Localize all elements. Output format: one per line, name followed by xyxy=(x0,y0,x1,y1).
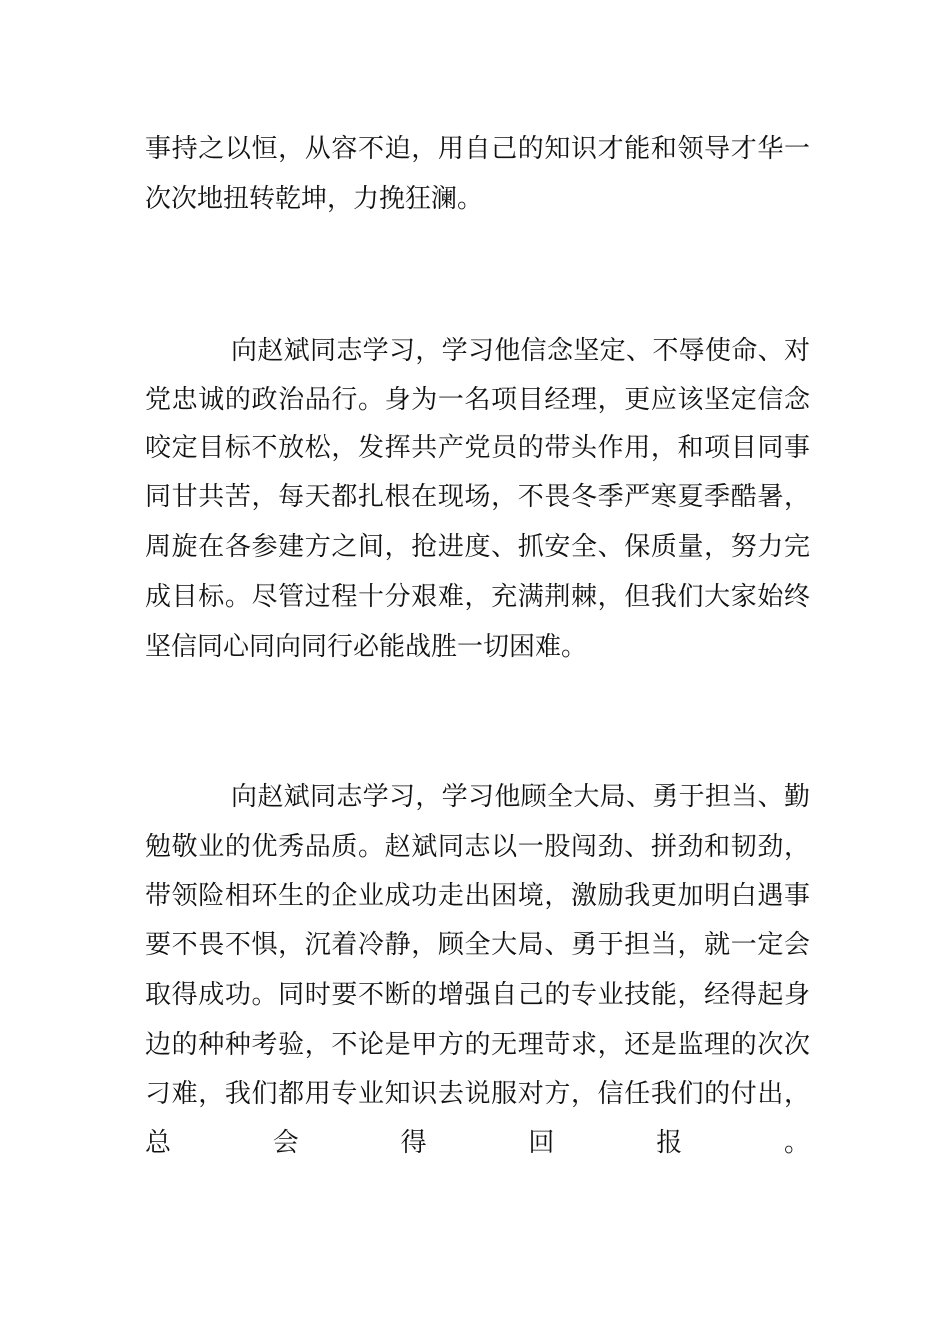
paragraph-line: 刁难，我们都用专业知识去说服对方，信任我们的付出， xyxy=(145,1079,810,1109)
paragraph-line: 向赵斌同志学习，学习他信念坚定、不辱使命、对 xyxy=(231,336,810,366)
paragraph-line: 总会得回报。 xyxy=(145,1128,810,1158)
paragraph-line: 要不畏不惧，沉着冷静，顾全大局、勇于担当，就一定会 xyxy=(145,930,810,960)
paragraph-line: 次次地扭转乾坤，力挽狂澜。 xyxy=(145,184,484,214)
paragraph-line: 事持之以恒，从容不迫，用自己的知识才能和领导才华一 xyxy=(145,134,810,164)
paragraph-line: 坚信同心同向同行必能战胜一切困难。 xyxy=(145,632,588,662)
paragraph-line: 取得成功。同时要不断的增强自己的专业技能，经得起身 xyxy=(145,980,810,1010)
paragraph-line: 周旋在各参建方之间，抢进度、抓安全、保质量，努力完 xyxy=(145,532,810,562)
paragraph-line: 边的种种考验，不论是甲方的无理苛求，还是监理的次次 xyxy=(145,1030,810,1060)
paragraph-line: 带领险相环生的企业成功走出困境，激励我更加明白遇事 xyxy=(145,881,810,911)
paragraph-line: 同甘共苦，每天都扎根在现场，不畏冬季严寒夏季酷暑， xyxy=(145,482,810,512)
paragraph-line: 咬定目标不放松，发挥共产党员的带头作用，和项目同事 xyxy=(145,433,810,463)
paragraph-line: 勉敬业的优秀品质。赵斌同志以一股闯劲、拼劲和韧劲， xyxy=(145,832,810,862)
paragraph-line: 党忠诚的政治品行。身为一名项目经理，更应该坚定信念 xyxy=(145,385,810,415)
paragraph-line: 成目标。尽管过程十分艰难，充满荆棘，但我们大家始终 xyxy=(145,582,810,612)
paragraph-line: 向赵斌同志学习，学习他顾全大局、勇于担当、勤 xyxy=(231,782,810,812)
